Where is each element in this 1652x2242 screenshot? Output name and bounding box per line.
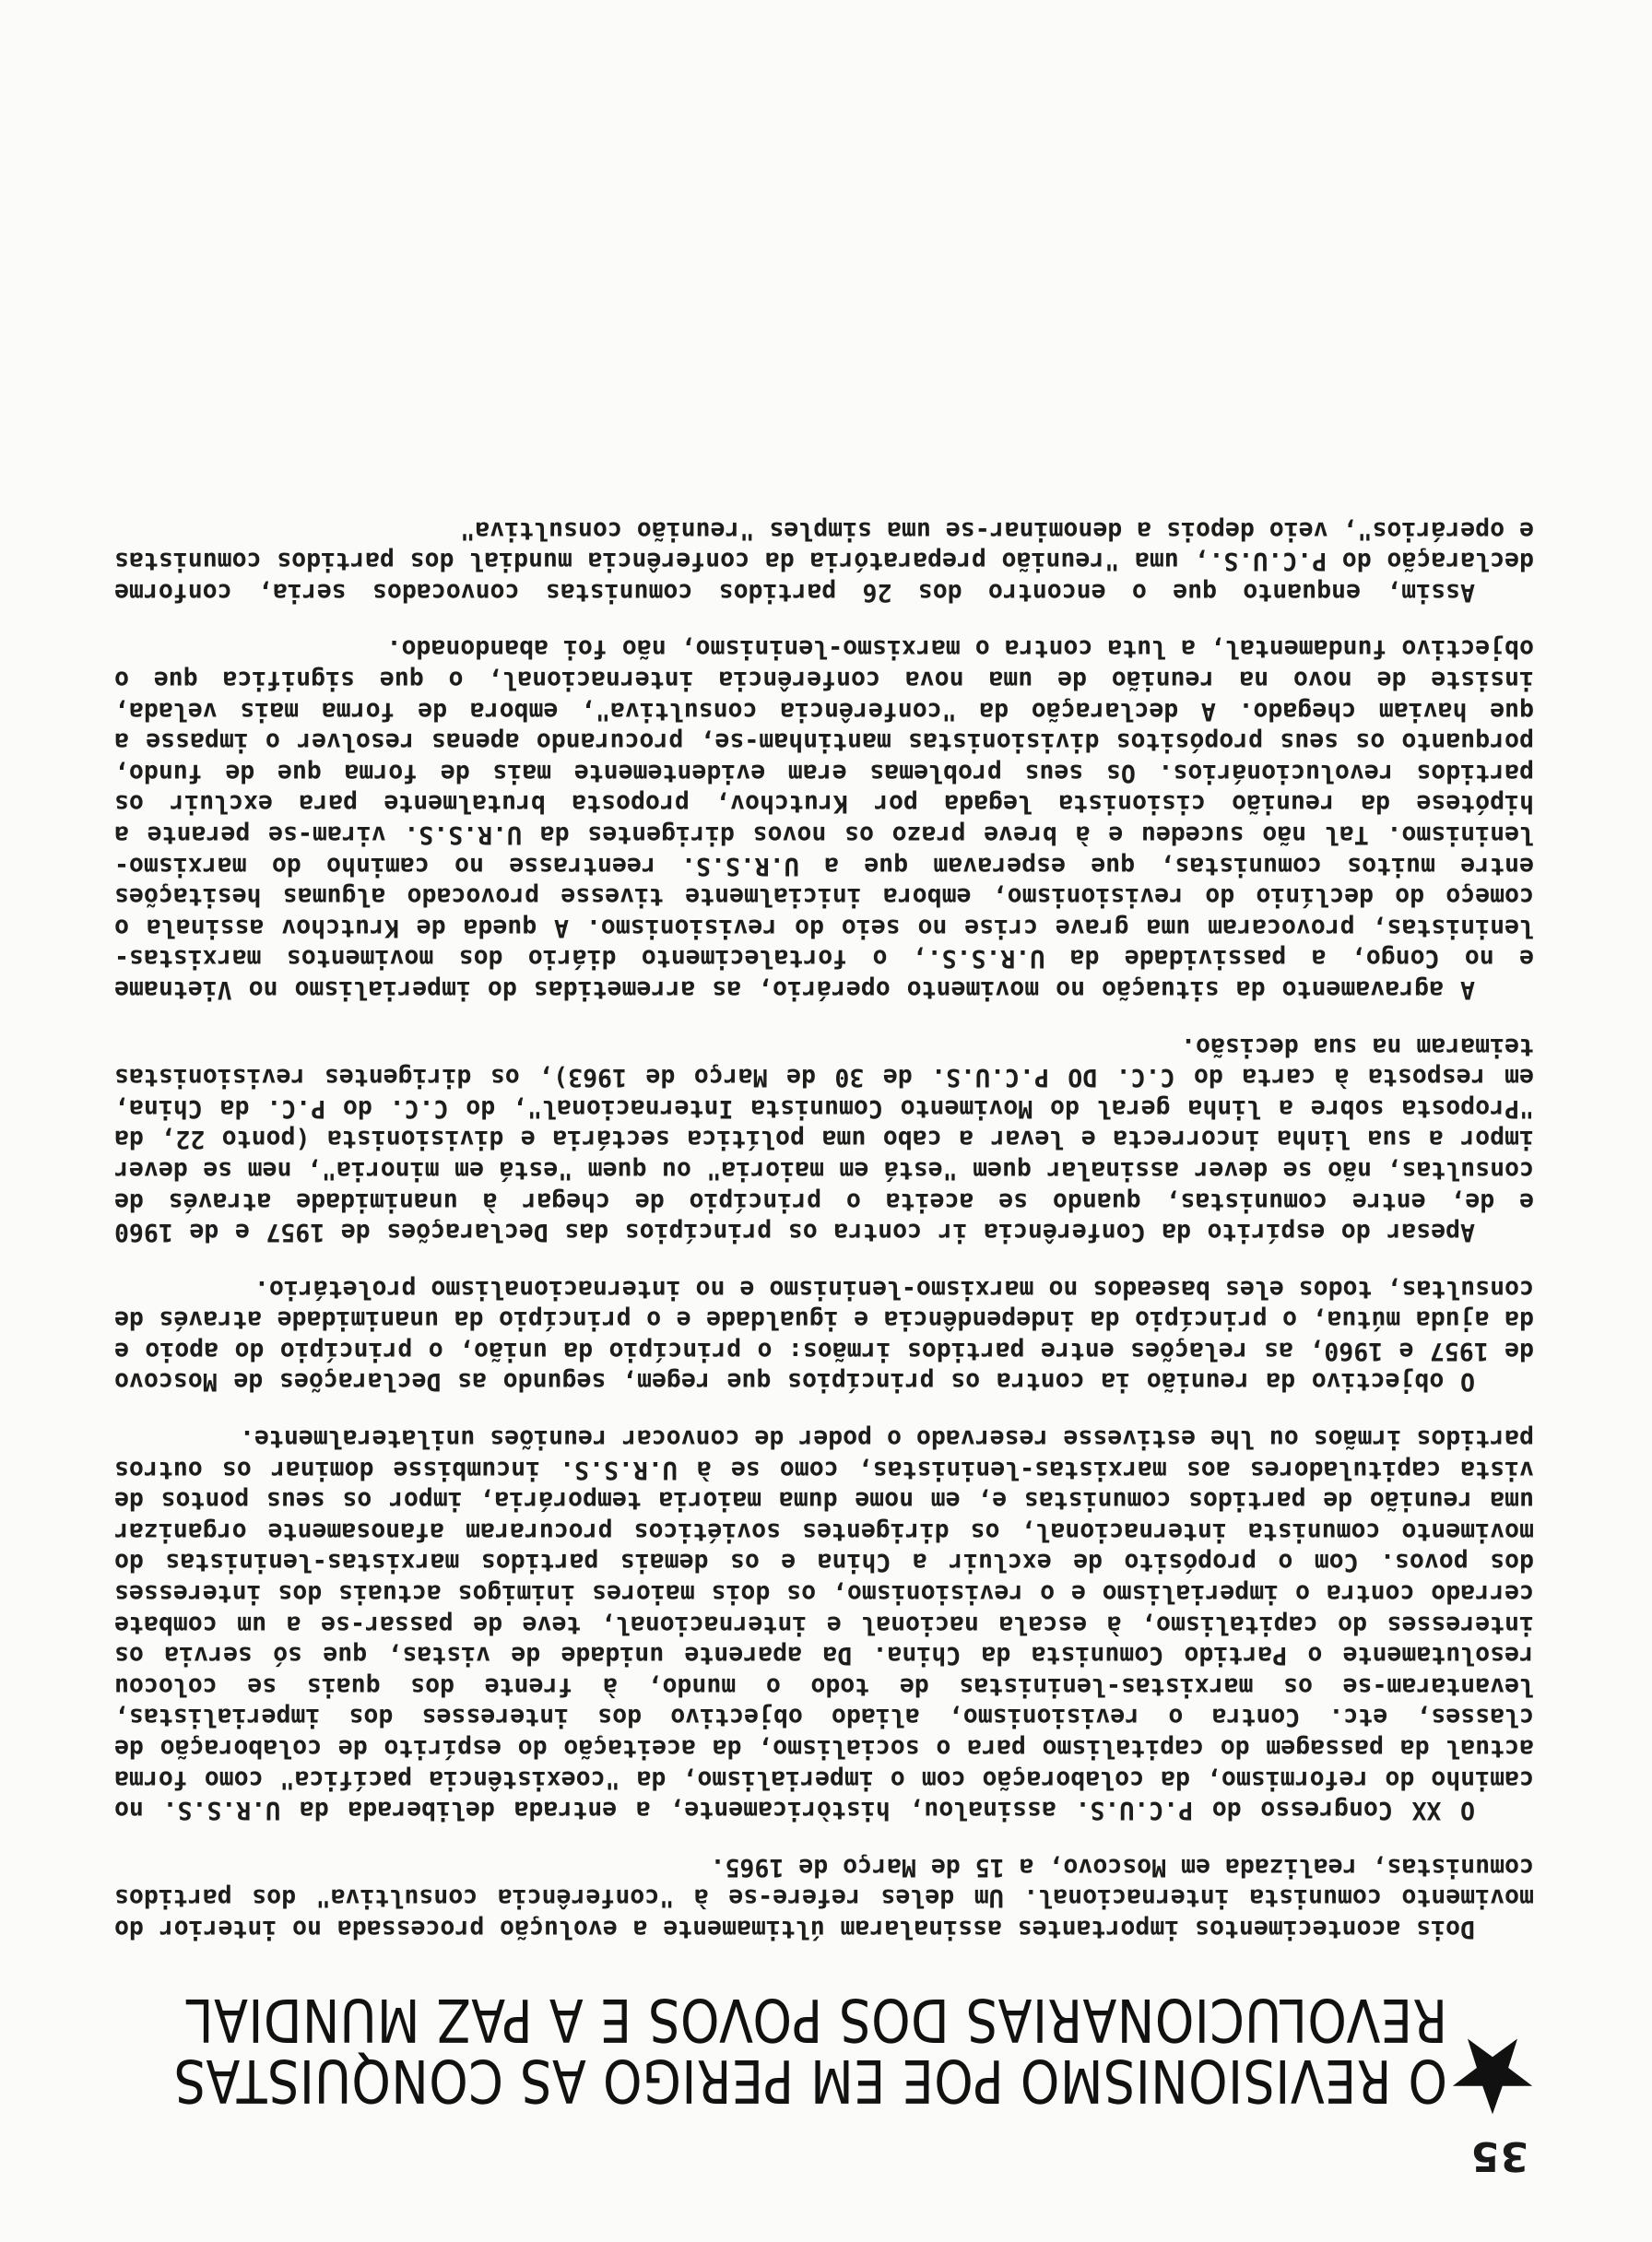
paragraph: O XX Congresso do P.C.U.S. assinalou, històricamente, a entrada deliberada da U.R.S.S. no caminho do reformismo, da colaboração com o imperialismo, da "coexistência pacífica" como forma actual da passagem do capitalismo para o socialismo, da aceitação do espírito de colaboração de classes, etc. Contra o revisionismo, aliado objectivo dos interesses dos imperialistas, levantaram-se os marxistas-leninistas de todo o mundo, à frente dos quais se colocou resolutamente o Partido Comunista da China. Da aparente unidade de vistas, que só servia os interesses do capitalismo, à escala nacional e internacional, teve de passar-se a um combate cerrado contra o imperialismo e o revisionismo, os dois maiores inimigos actuais dos interesses dos povos. Com o propósito de excluir a China e os demais partidos marxistas-leninistas do movimento comunista internacional, os dirigentes soviéticos procuraram afanosamente organizar uma reunião de partidos comunistas e, em nome duma maioria temporária, impor os seus pontos de vista capituladores aos marxistas-leninistas, como se à U.R.S.S. incumbisse dominar os outros partidos irmãos ou lhe estivesse reservado o poder de convocar reuniões unilateralmente.	[114, 1424, 1534, 1825]
title-block	[114, 1985, 1534, 2116]
page-content	[114, 489, 1534, 2179]
paragraph: A agravamento da situação no movimento operário, as arremetidas do imperialismo no Vietname e no Congo, a passividade da U.R.S.S., o fortalecimento diário dos movimentos marxistas-leninistas, provocaram uma grave crise no seio do revisionismo. A queda de Krutchov assinala o começo do declínio do revisionismo, embora inicialmente tivesse provocado algumas hesitações entre muitos comunistas, que esperavam que a U.R.S.S. reentrasse no caminho do marxismo-leninismo. Tal não sucedeu e à breve prazo os novos dirigentes da U.R.S.S. viram-se perante a hipótese da reunião cisionista legada por Krutchov, proposta brutalmente para excluir os partidos revolucionários. Os seus problemas eram evidentemente mais de forma que de fundo, porquanto os seus propósitos divisionistas mantinham-se, procurando apenas resolver o impasse a que haviam chegado. A declaração da "conferência consultiva", embora de forma mais velada, insiste de novo na reunião de uma nova conferência internacional, o que significa que o objectivo fundamental, a luta contra o marxismo-leninismo, não foi abandonado.	[114, 634, 1534, 1004]
star-icon	[1451, 2035, 1534, 2118]
paragraph: Dois acontecimentos importantes assinalaram últimamente a evolução processada no interior do movimento comunista internacional. Um deles refere-se à "conferência consultiva" dos partidos comunistas, realizada em Moscovo, a 15 de Março de 1965.	[114, 1852, 1534, 1943]
title-line-2: REVOLUCIONARIAS DOS POVOS E A PAZ MUNDIAL	[184, 1985, 1447, 2054]
title-line-1: O REVISIONISMO POE EM PERIGO AS CONQUISTAS	[173, 2046, 1447, 2115]
paragraph: Assim, enquanto que o encontro dos 26 partidos comunistas convocados seria, conforme declaração do P.C.U.S., uma "reunião preparatória da conferência mundial dos partidos comunistas e operários", veio depois a denominar-se uma simples "reunião consultiva"	[114, 515, 1534, 607]
page-title	[173, 1985, 1447, 2116]
article-body	[114, 514, 1534, 1944]
paragraph: Apesar do espírito da Conferência ir contra os princípios das Declarações de 1957 e de 1960 e de, entre comunistas, quando se aceita o princípio de chegar à unanimidade através de consultas, não se dever assinalar quem "está em maioria" ou quem "está em minoria", nem se dever impor a sua linha incorrecta e levar a cabo uma política sectária e divisionista (ponto 22, da "Proposta sobre a linha geral do Movimento Comunista Internacional", do C.C. do P.C. da China, em resposta à carta do C.C. DO P.C.U.S. de 30 de Março de 1963), os dirigentes revisionistas teimaram na sua decisão.	[114, 1032, 1534, 1247]
page-number: 35	[1469, 2132, 1528, 2179]
paragraph: O objectivo da reunião ia contra os princípios que regem, segundo as Declarações de Moscovo de 1957 e 1960, as relações entre partidos irmãos: o princípio da união, o princípio do apoio e da ajuda mútua, o princípio da independência e igualdade e o princípio da unanimidade através de consultas, todos eles baseados no marxismo-leninismo e no internacionalismo proletário.	[114, 1274, 1534, 1397]
